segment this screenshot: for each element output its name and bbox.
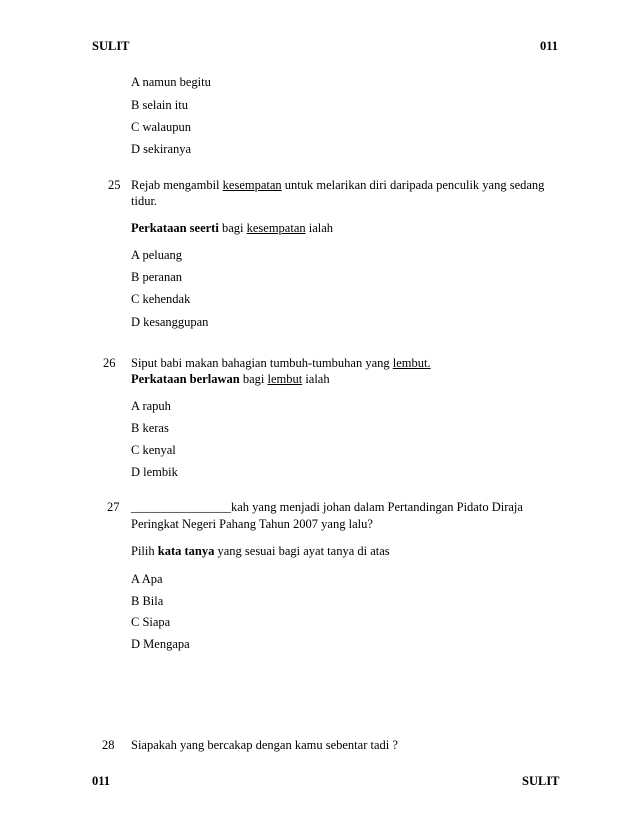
q26-option-b: B keras xyxy=(131,421,169,435)
q25-prompt-underlined: kesempatan xyxy=(246,221,306,235)
q27-prompt-bold: kata tanya xyxy=(157,544,215,558)
q25-prompt-mid: bagi xyxy=(218,221,247,235)
q25-option-c: C kehendak xyxy=(131,292,191,306)
q25-prompt-end: ialah xyxy=(305,221,334,235)
q25-option-a: A peluang xyxy=(131,248,183,262)
q25-stem xyxy=(131,177,544,193)
q27-number: 27 xyxy=(107,500,120,514)
q25-number: 25 xyxy=(108,178,121,192)
q27-stem-line2: Peringkat Negeri Pahang Tahun 2007 yang lalu? xyxy=(131,517,373,531)
q26-stem-underlined: lembut. xyxy=(392,356,431,370)
q25-option-d: D kesanggupan xyxy=(131,315,209,329)
q25-stem-post: untuk melarikan diri daripada penculik yang sedang xyxy=(281,178,545,192)
q25-stem-line2: tidur. xyxy=(131,194,158,208)
q27-prompt xyxy=(131,543,390,559)
footer-right: SULIT xyxy=(522,774,560,788)
q24-option-d: D sekiranya xyxy=(131,142,192,156)
q24-option-a: A namun begitu xyxy=(131,75,211,89)
q27-option-c: C Siapa xyxy=(131,615,171,629)
q26-prompt-bold: Perkataan berlawan xyxy=(131,372,240,386)
q26-stem xyxy=(131,355,431,371)
q26-prompt-underlined: lembut xyxy=(267,372,303,386)
header-right: 011 xyxy=(540,39,559,53)
q27-option-d: D Mengapa xyxy=(131,637,190,651)
q25-stem-underlined: kesempatan xyxy=(222,178,282,192)
q27-stem xyxy=(131,499,523,515)
q26-option-c: C kenyal xyxy=(131,443,176,457)
q26-stem-pre: Siput babi makan bahagian tumbuh-tumbuhan yang xyxy=(131,356,393,370)
q25-option-b: B peranan xyxy=(131,270,183,284)
q25-prompt-bold: Perkataan seerti xyxy=(131,221,219,235)
q27-prompt-pre: Pilih xyxy=(131,544,158,558)
q27-option-b: B Bila xyxy=(131,594,164,608)
q25-stem-pre: Rejab mengambil xyxy=(131,178,223,192)
q26-prompt xyxy=(131,371,330,387)
header-left: SULIT xyxy=(92,39,130,53)
q24-option-c: C walaupun xyxy=(131,120,192,134)
q27-prompt-end: yang sesuai bagi ayat tanya di atas xyxy=(214,544,390,558)
q24-option-b: B selain itu xyxy=(131,98,188,112)
footer-left: 011 xyxy=(92,774,111,788)
q27-stem-post: kah yang menjadi johan dalam Pertandingan Pidato Diraja xyxy=(231,500,523,514)
q28-number: 28 xyxy=(102,738,115,752)
q27-blank: ________________ xyxy=(131,500,231,514)
q26-number: 26 xyxy=(103,356,116,370)
q27-option-a: A Apa xyxy=(131,572,163,586)
q26-option-a: A rapuh xyxy=(131,399,171,413)
q26-option-d: D lembik xyxy=(131,465,178,479)
q26-prompt-mid: bagi xyxy=(239,372,268,386)
q28-stem: Siapakah yang bercakap dengan kamu sebentar tadi ? xyxy=(131,738,398,752)
q25-prompt xyxy=(131,220,333,236)
q26-prompt-end: ialah xyxy=(302,372,330,386)
